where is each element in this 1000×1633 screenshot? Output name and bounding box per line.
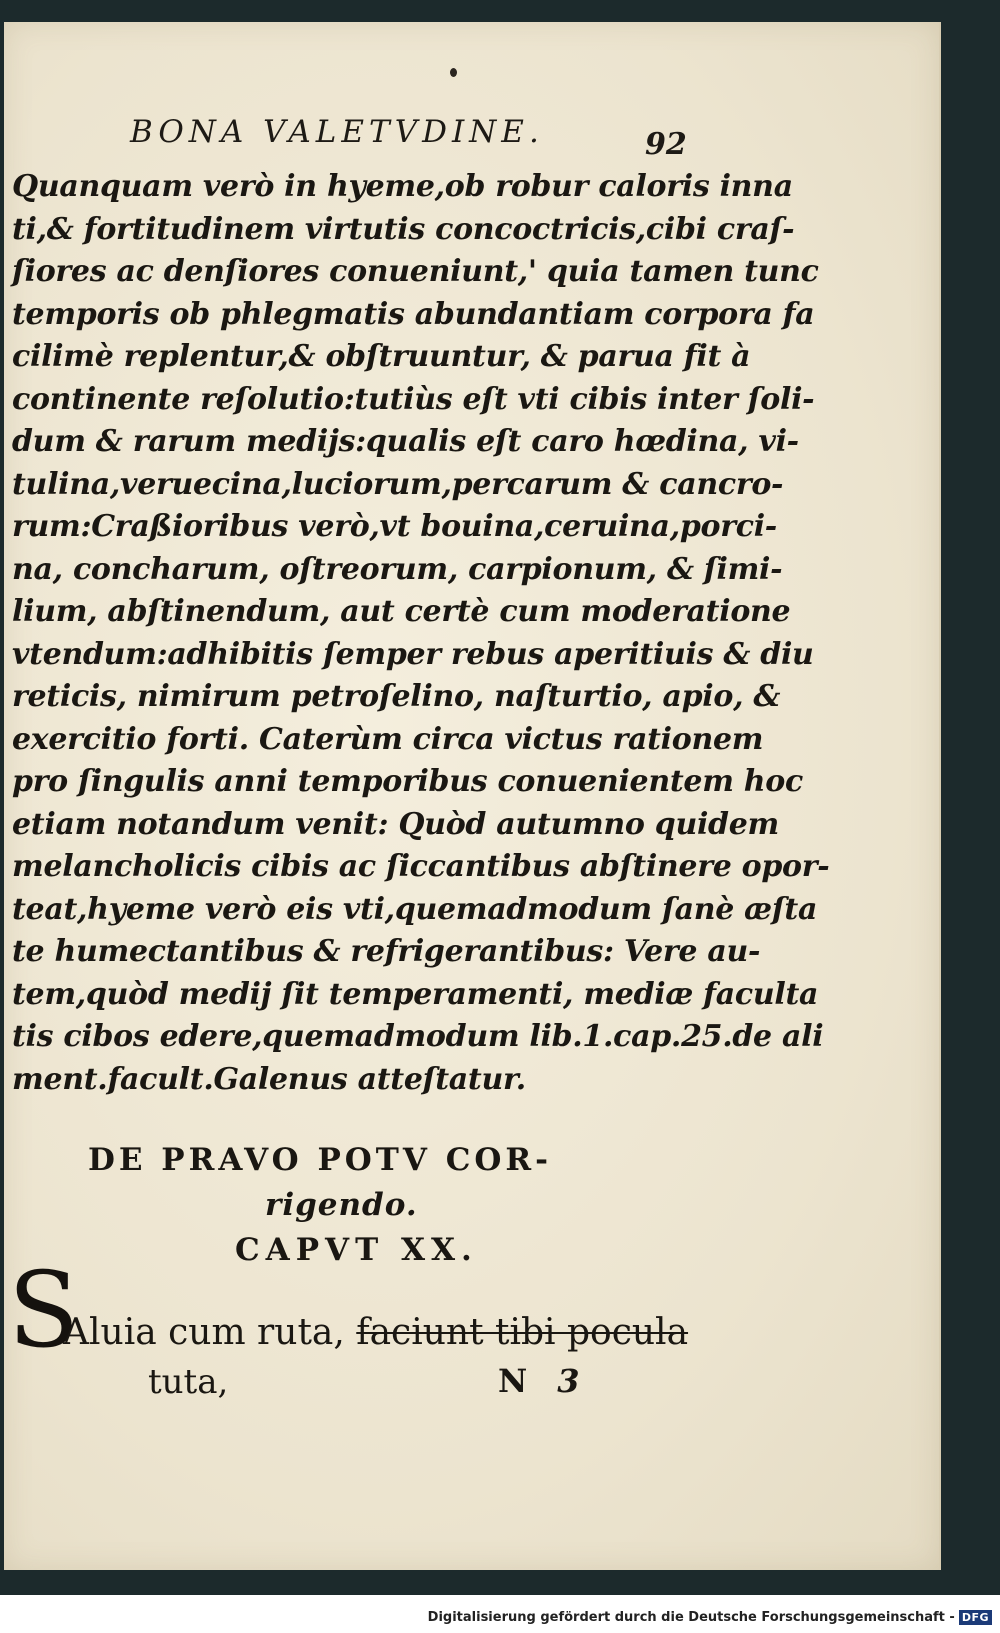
footer-credit: Digitalisierung gefördert durch die Deutsche Forschungsgemeinschaft - — [427, 1609, 955, 1625]
ink-dot — [450, 68, 457, 77]
text-line: melancholicis cibis ac ſiccantibus abſtinere opor- — [12, 849, 830, 884]
text-line: tis cibos edere,quemadmodum lib.1.cap.25.de ali — [12, 1019, 824, 1054]
text-line: tulina,veruecina,luciorum,percarum & cancro- — [12, 466, 784, 502]
text-line: ſiores ac denſiores conueniunt,' quia tamen tunc — [12, 254, 819, 289]
chapter-title: DE PRAVO POTV COR- — [88, 1142, 553, 1178]
text-line: continente reſolutio:tutiùs eſt vti cibis inter ſoli- — [12, 381, 815, 417]
verse-line-1 — [63, 1312, 688, 1353]
text-line: vtendum:adhibitis ſemper rebus aperitiuis & diu — [12, 636, 814, 672]
running-head: BONA VALETVDINE. — [130, 114, 544, 150]
text-line: pro ſingulis anni temporibus conuenientem hoc — [12, 764, 803, 799]
text-line: Quanquam verò in hyeme,ob robur caloris inna — [12, 169, 793, 204]
chapter-number: CAPVT XX. — [235, 1232, 478, 1268]
text-line: te humectantibus & refrigerantibus: Vere au- — [12, 934, 761, 969]
text-line: reticis, nimirum petroſelino, naſturtio, apio, & — [12, 679, 781, 714]
verse-line-2: tuta, — [148, 1362, 229, 1402]
page-number: 92 — [645, 127, 687, 162]
text-line: teat,hyeme verò eis vti,quemadmodum ſanè æſta — [12, 891, 818, 927]
text-line: ment.facult.Galenus atteſtatur. — [12, 1061, 526, 1097]
digitization-footer — [428, 1608, 992, 1626]
signature-letter: N — [498, 1362, 530, 1400]
text-line: exercitio forti. Caterùm circa victus rationem — [12, 721, 764, 757]
dfg-logo: DFG — [959, 1610, 992, 1625]
text-line: lium, abſtinendum, aut certè cum moderatione — [12, 594, 791, 629]
text-line: etiam notandum venit: Quòd autumno quidem — [12, 806, 779, 842]
body-text — [12, 166, 830, 1101]
text-line: rum:Craßioribus verò,vt bouina,ceruina,porci- — [12, 509, 777, 544]
text-line: dum & rarum medijs:qualis eſt caro hœdina, vi- — [12, 424, 799, 459]
drop-cap: S — [8, 1249, 80, 1371]
text-line: ti,& fortitudinem virtutis concoctricis,cibi craſ- — [12, 211, 795, 247]
verse-line-1-start: Aluia cum ruta, — [63, 1312, 345, 1353]
signature-number: 3 — [557, 1362, 582, 1400]
signature-mark — [498, 1362, 582, 1400]
chapter-title-continued: rigendo. — [265, 1187, 418, 1223]
text-line: tem,quòd medij ſit temperamenti, mediæ faculta — [12, 976, 819, 1012]
text-line: cilimè replentur,& obſtruuntur, & parua fit à — [12, 339, 751, 374]
text-line: na, concharum, oſtreorum, carpionum, & ſimi- — [12, 551, 783, 587]
verse-line-1-struck: faciunt tibi pocula — [356, 1312, 689, 1353]
text-line: temporis ob phlegmatis abundantiam corpora fa — [12, 296, 815, 332]
